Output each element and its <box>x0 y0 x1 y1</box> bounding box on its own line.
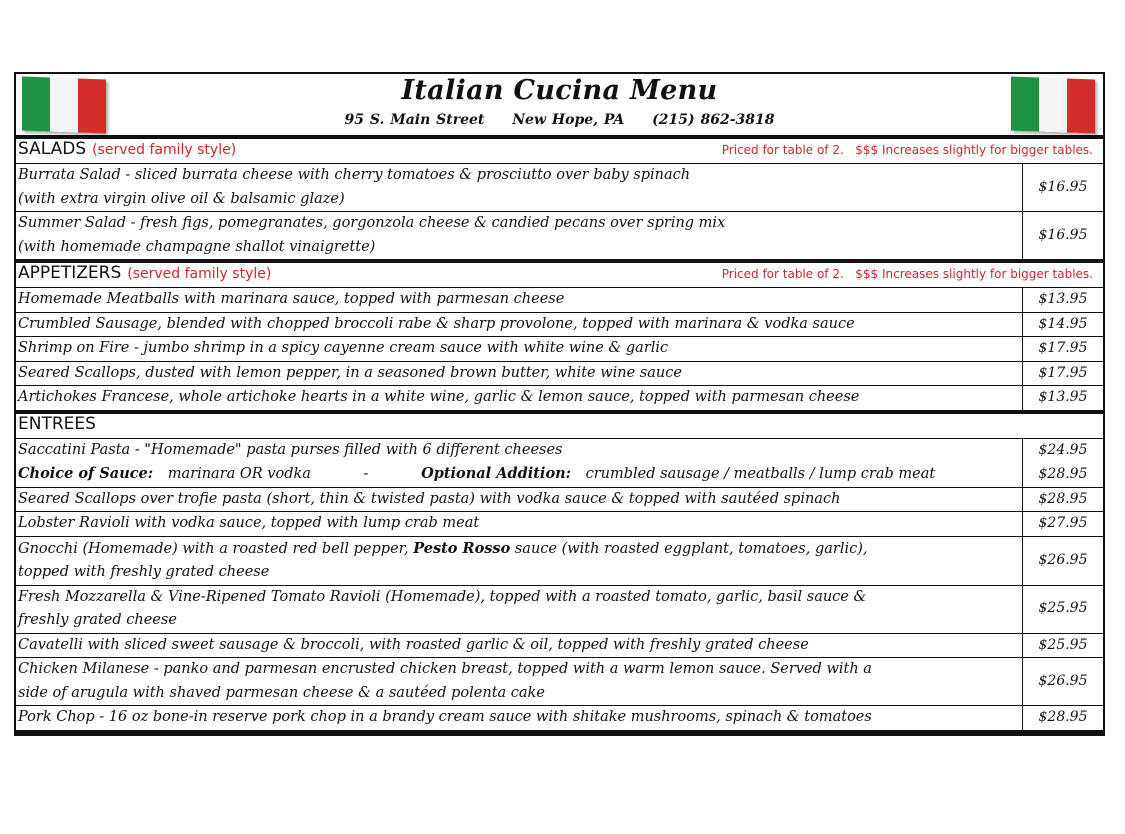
page-title: Italian Cucina Menu <box>401 75 718 106</box>
item-price: $26.95 <box>1022 658 1103 705</box>
menu-header <box>16 74 1103 139</box>
item-price: $27.95 <box>1022 512 1103 536</box>
menu-item <box>16 386 1103 410</box>
item-description <box>16 586 1022 633</box>
section-title: ENTREES <box>18 413 96 434</box>
pricing-note: Priced for table of 2. $$$ Increases slightly for bigger tables. <box>721 267 1093 281</box>
item-description <box>16 164 1022 211</box>
menu-item <box>16 212 1103 259</box>
item-description: Crumbled Sausage, blended with chopped broccoli rabe & sharp provolone, topped with marinara & vodka sauce <box>18 315 855 332</box>
menu-item <box>16 706 1103 730</box>
pricing-note: Priced for table of 2. $$$ Increases slightly for bigger tables. <box>721 143 1093 157</box>
item-text: sauce (with roasted eggplant, tomatoes, garlic), <box>514 540 868 557</box>
item-price: $28.95 <box>1022 706 1103 730</box>
item-description <box>16 658 1022 705</box>
price-base: $24.95 <box>1038 442 1088 458</box>
sauce-name: Pesto Rosso <box>413 539 511 557</box>
separator: - <box>363 466 369 482</box>
street-address: 95 S. Main Street <box>344 112 485 128</box>
item-line: (with homemade champagne shallot vinaigrette) <box>18 238 376 255</box>
optional-text: crumbled sausage / meatballs / lump crab meat <box>585 466 936 482</box>
section-header <box>16 263 1103 288</box>
phone-number: (215) 862-3818 <box>652 112 775 128</box>
choice-label: Choice of Sauce: <box>18 465 154 482</box>
item-line: Burrata Salad - sliced burrata cheese with cherry tomatoes & prosciutto over baby spinach <box>18 167 691 183</box>
section-header <box>16 414 1103 439</box>
item-line: Chicken Milanese - panko and parmesan encrusted chicken breast, topped with a warm lemon sauce. Served with a <box>18 661 872 677</box>
section-note: (served family style) <box>92 142 237 158</box>
menu-item <box>16 164 1103 212</box>
item-line: Saccatini Pasta - "Homemade" pasta purses filled with 6 different cheeses <box>18 441 563 458</box>
item-description <box>16 537 1022 585</box>
section-title: APPETIZERS <box>18 263 122 283</box>
menu-item <box>16 512 1103 537</box>
item-description <box>16 212 1022 259</box>
item-price: $16.95 <box>1022 164 1103 211</box>
price-with-addition: $28.95 <box>1038 465 1088 482</box>
item-description: Seared Scallops over trofie pasta (short, thin & twisted pasta) with vodka sauce & topped with sautéed spinach <box>18 490 841 507</box>
item-description: Homemade Meatballs with marinara sauce, topped with parmesan cheese <box>18 291 565 307</box>
item-description: Artichokes Francese, whole artichoke hearts in a white wine, garlic & lemon sauce, topped with parmesan cheese <box>18 389 860 405</box>
item-price: $17.95 <box>1022 337 1103 361</box>
item-options <box>18 462 1020 487</box>
menu-item <box>16 313 1103 338</box>
menu-item <box>16 337 1103 362</box>
item-price: $25.95 <box>1022 634 1103 658</box>
item-line: Fresh Mozzarella & Vine-Ripened Tomato Ravioli (Homemade), topped with a roasted tomato, garlic, basil sauce & <box>18 588 867 605</box>
menu-item <box>16 288 1103 313</box>
item-description: Shrimp on Fire - jumbo shrimp in a spicy cayenne cream sauce with white wine & garlic <box>18 340 669 356</box>
item-price: $14.95 <box>1022 313 1103 337</box>
choice-text: marinara OR vodka <box>167 466 311 482</box>
menu-item <box>16 634 1103 659</box>
menu-item <box>16 488 1103 513</box>
item-line: topped with freshly grated cheese <box>18 564 270 580</box>
section-note: (served family style) <box>127 266 272 282</box>
menu-item <box>16 362 1103 387</box>
item-price: $26.95 <box>1022 537 1103 585</box>
item-line: (with extra virgin olive oil & balsamic glaze) <box>18 190 345 207</box>
item-line: Summer Salad - fresh figs, pomegranates, gorgonzola cheese & candied pecans over spring mix <box>18 215 726 231</box>
item-description: Seared Scallops, dusted with lemon pepper, in a seasoned brown butter, white wine sauce <box>18 364 682 381</box>
menu-item <box>16 537 1103 586</box>
item-price: $25.95 <box>1022 586 1103 633</box>
address-line <box>16 112 1103 128</box>
appetizers-section <box>16 263 1103 414</box>
optional-label: Optional Addition: <box>421 465 572 482</box>
item-price: $13.95 <box>1022 288 1103 312</box>
item-price: $17.95 <box>1022 362 1103 386</box>
item-line: side of arugula with shaved parmesan cheese & a sautéed polenta cake <box>18 684 545 701</box>
item-description: Lobster Ravioli with vodka sauce, topped with lump crab meat <box>18 515 480 531</box>
item-text: Gnocchi (Homemade) with a roasted red bell pepper, <box>18 540 409 557</box>
menu-card <box>14 72 1105 736</box>
section-header <box>16 139 1103 164</box>
menu-item <box>16 658 1103 706</box>
item-price: $28.95 <box>1022 488 1103 512</box>
item-price: $13.95 <box>1022 386 1103 410</box>
item-description: Cavatelli with sliced sweet sausage & broccoli, with roasted garlic & oil, topped with freshly grated cheese <box>18 636 809 653</box>
menu-item <box>16 586 1103 634</box>
entrees-section <box>16 414 1103 734</box>
italian-flag-icon <box>1011 77 1095 134</box>
salads-section <box>16 139 1103 263</box>
item-description: Pork Chop - 16 oz bone-in reserve pork chop in a brandy cream sauce with shitake mushrooms, spinach & tomatoes <box>18 709 872 725</box>
item-line <box>18 537 1020 562</box>
section-title: SALADS <box>18 139 87 159</box>
item-description <box>16 439 1022 487</box>
menu-item <box>16 439 1103 488</box>
item-price <box>1022 439 1103 487</box>
item-line: freshly grated cheese <box>18 612 177 628</box>
item-price: $16.95 <box>1022 212 1103 259</box>
town: New Hope, PA <box>512 112 625 128</box>
